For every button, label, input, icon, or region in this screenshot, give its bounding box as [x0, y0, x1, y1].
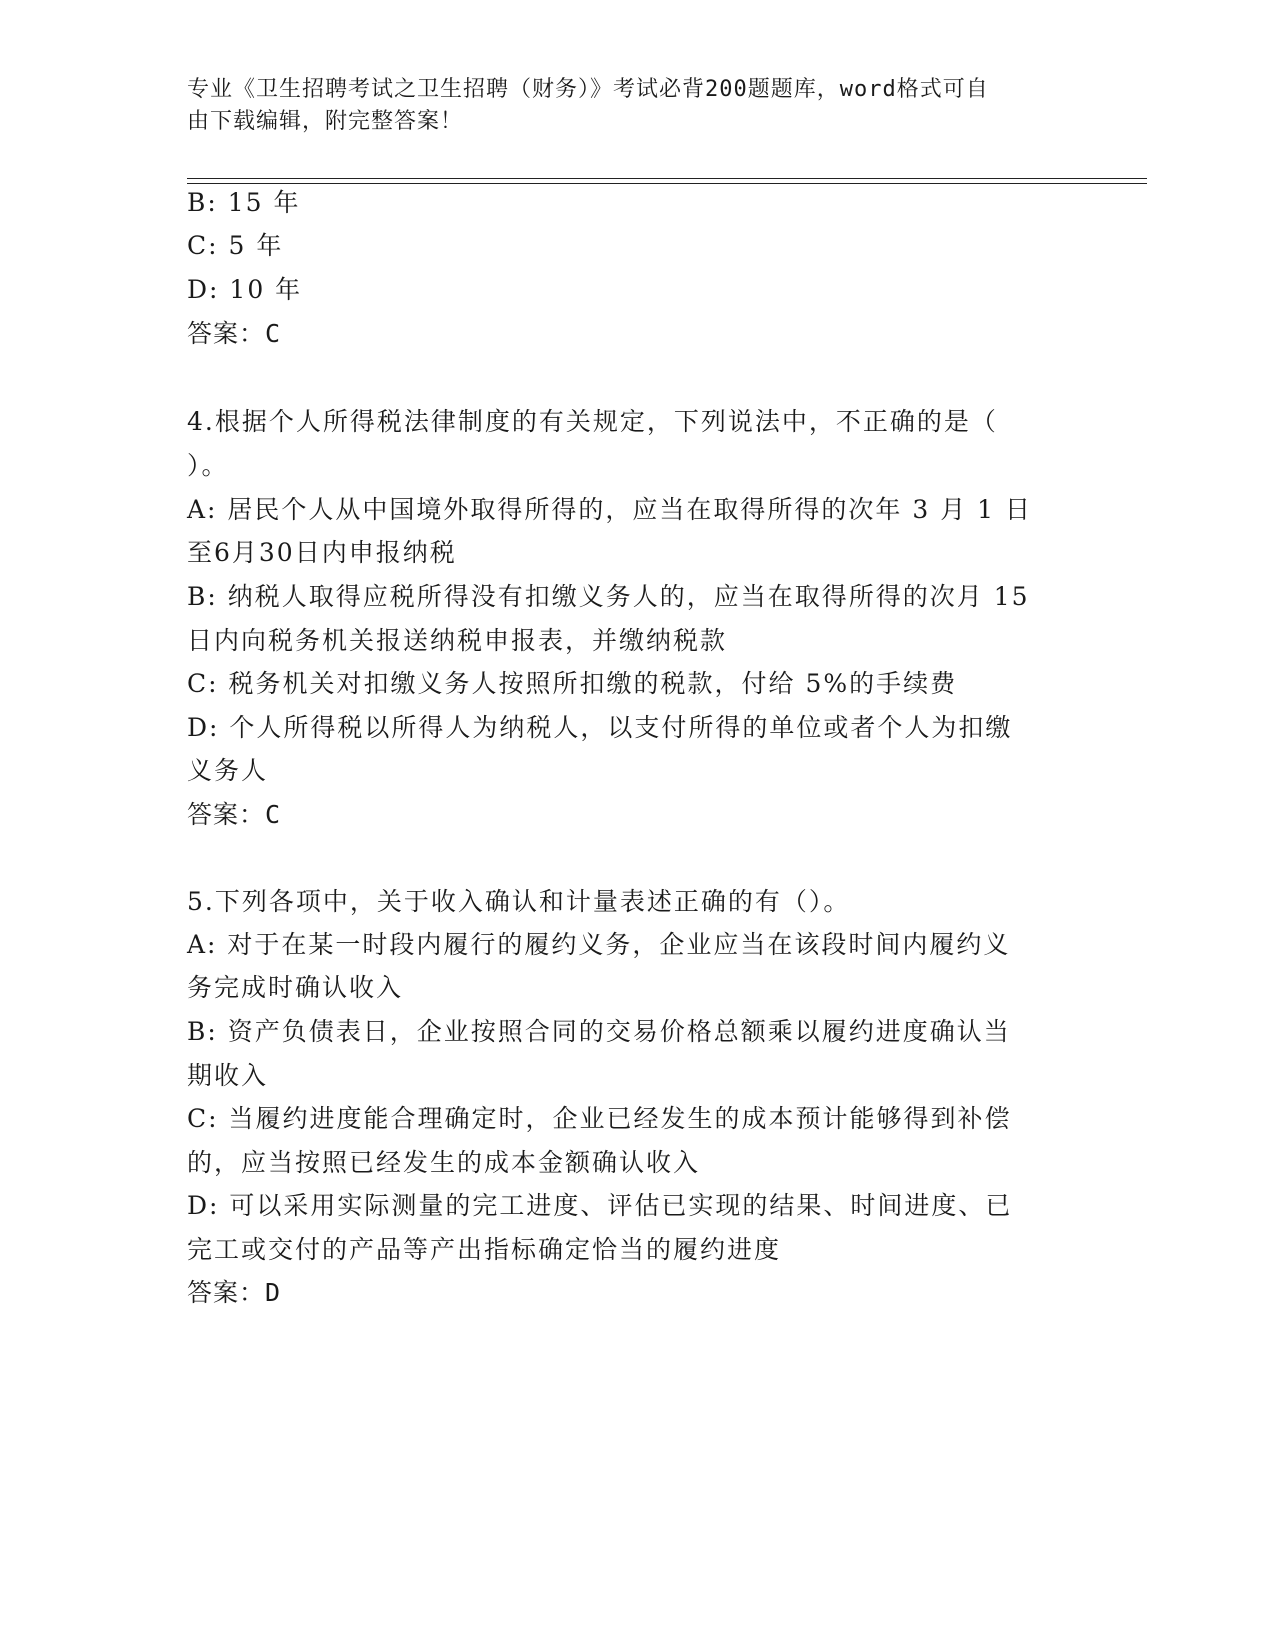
option-b-q5-line-1: B: 资产负债表日，企业按照合同的交易价格总额乘以履约进度确认当 — [187, 1017, 1011, 1046]
option-c-q4: C: 税务机关对扣缴义务人按照所扣缴的税款，付给 5%的手续费 — [187, 669, 958, 698]
option-b-q5-line-2: 期收入 — [187, 1061, 269, 1090]
question-5: 5.下列各项中，关于收入确认和计量表述正确的有（）。 — [187, 887, 851, 916]
option-d-q4-line-1: D: 个人所得税以所得人为纳税人，以支付所得的单位或者个人为扣缴 — [187, 713, 1013, 742]
header-divider-bottom — [187, 183, 1147, 184]
answer-q3: 答案：C — [187, 319, 282, 348]
option-b-q4-line-1: B: 纳税人取得应税所得没有扣缴义务人的，应当在取得所得的次月 15 — [187, 582, 1030, 611]
option-b-q3: B: 15 年 — [187, 188, 301, 217]
header-line-2: 由下载编辑，附完整答案！ — [187, 109, 464, 134]
header-line-1: 专业《卫生招聘考试之卫生招聘（财务）》考试必背200题题库，word格式可自 — [187, 77, 989, 102]
question-4-line-2: ）。 — [187, 451, 229, 480]
question-4-line-1: 4.根据个人所得税法律制度的有关规定，下列说法中，不正确的是（ — [187, 407, 998, 436]
answer-q4: 答案：C — [187, 800, 282, 829]
option-a-q5-line-1: A: 对于在某一时段内履行的履约义务，企业应当在该段时间内履约义 — [187, 930, 1011, 959]
option-c-q3: C: 5 年 — [187, 231, 284, 260]
document-header — [187, 74, 1067, 138]
option-d-q5-line-1: D: 可以采用实际测量的完工进度、评估已实现的结果、时间进度、已 — [187, 1191, 1013, 1220]
option-a-q4-line-1: A: 居民个人从中国境外取得所得的，应当在取得所得的次年 3 月 1 日 — [187, 495, 1033, 524]
option-d-q4-line-2: 义务人 — [187, 756, 269, 785]
option-b-q4-line-2: 日内向税务机关报送纳税申报表，并缴纳税款 — [187, 626, 728, 655]
header-divider-top — [187, 178, 1147, 179]
option-d-q3: D: 10 年 — [187, 275, 303, 304]
answer-q5: 答案：D — [187, 1278, 282, 1307]
option-c-q5-line-1: C: 当履约进度能合理确定时，企业已经发生的成本预计能够得到补偿 — [187, 1104, 1012, 1133]
option-a-q4-line-2: 至6月30日内申报纳税 — [187, 538, 457, 567]
option-d-q5-line-2: 完工或交付的产品等产出指标确定恰当的履约进度 — [187, 1235, 782, 1264]
option-c-q5-line-2: 的，应当按照已经发生的成本金额确认收入 — [187, 1148, 701, 1177]
option-a-q5-line-2: 务完成时确认收入 — [187, 973, 404, 1002]
